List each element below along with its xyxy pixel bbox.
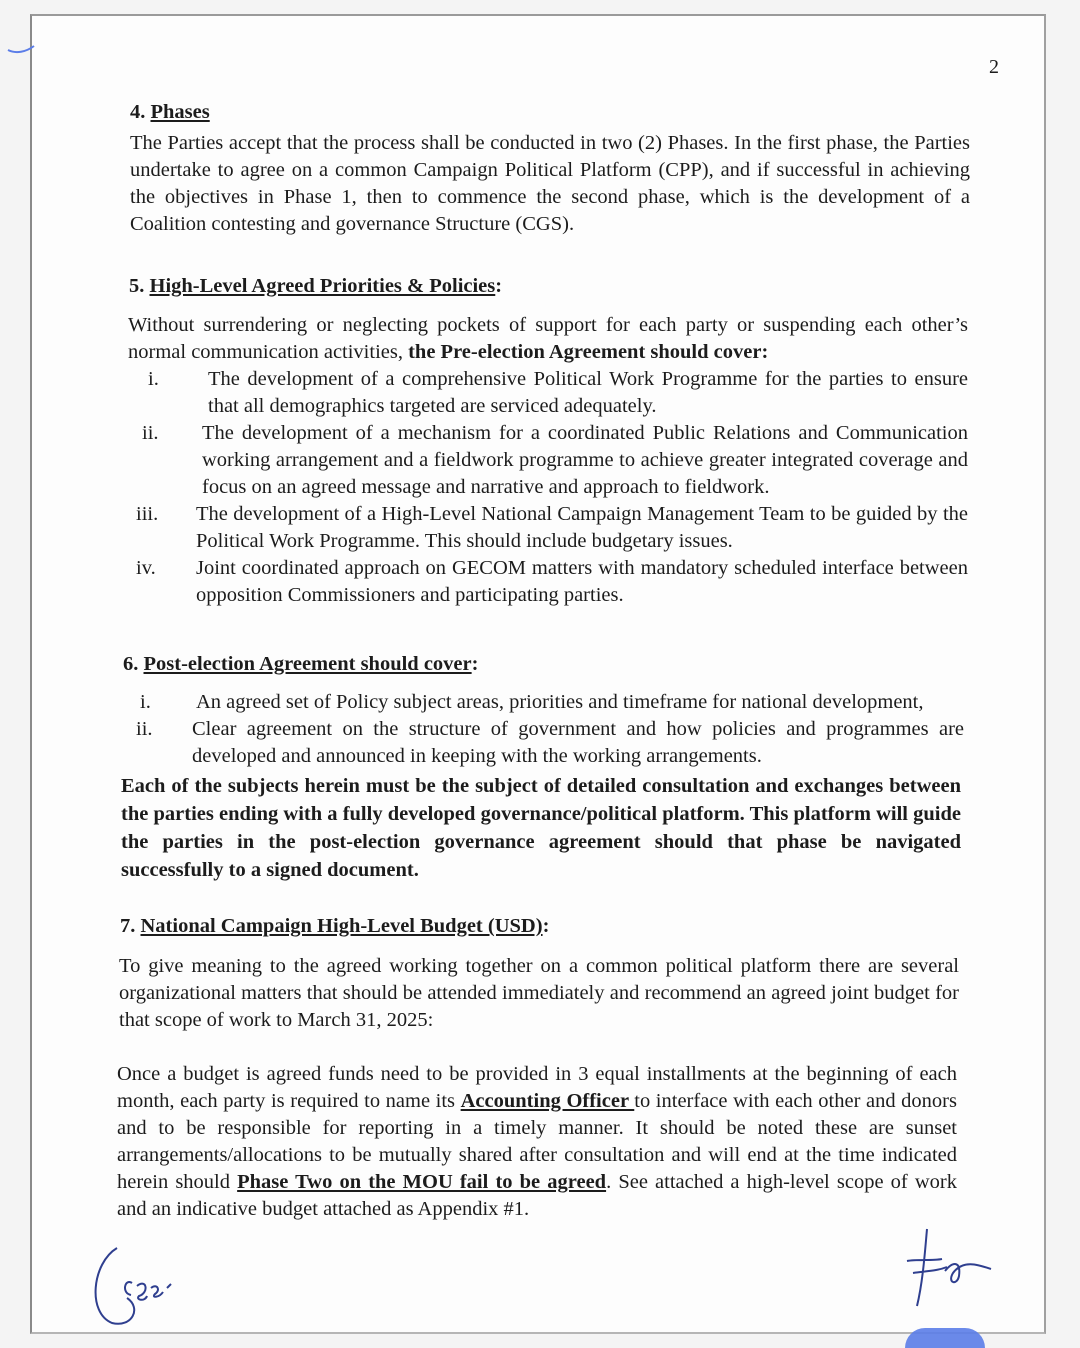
section-6-heading: 6. Post-election Agreement should cover:: [123, 653, 479, 675]
list-item: ii. The development of a mechanism for a coordinated Public Relations and Communication working arrangement and a fieldwork programme to achieve greater integrated coverage and focus on an agreed message and narrative and approach to fieldwork.: [142, 422, 968, 498]
section-5-list: [132, 366, 968, 609]
section-6-closing: Each of the subjects herein must be the subject of detailed consultation and exchanges between the parties ending with a fully developed governance/political platform. This platform will guide the parties in the post-election governance agreement should that phase be navigated successfully to a signed document.: [121, 775, 961, 881]
floating-tab: [905, 1328, 985, 1348]
left-signature: [87, 1238, 207, 1328]
right-signature: [887, 1221, 1007, 1311]
section-6-list: [130, 689, 964, 770]
section-4-heading: 4. Phases: [130, 101, 210, 123]
list-item: iii. The development of a High-Level National Campaign Management Team to be guided by the Political Work Programme. This should include budgetary issues.: [136, 503, 968, 552]
section-7-heading: 7. National Campaign High-Level Budget (USD):: [120, 915, 550, 937]
section-7-paragraph-1: To give meaning to the agreed working together on a common political platform there are several organizational matters that should be attended immediately and recommend an agreed joint budget for that scope of work to March 31, 2025:: [119, 955, 959, 1031]
section-5-intro: Without surrendering or neglecting pockets of support for each party or suspending each other’s normal communication activities, the Pre-election Agreement should cover:: [128, 314, 968, 363]
list-item: i. The development of a comprehensive Political Work Programme for the parties to ensure that all demographics targeted are serviced adequately.: [148, 368, 968, 417]
pen-mark: [0, 40, 40, 60]
section-7-paragraph-2: Once a budget is agreed funds need to be provided in 3 equal installments at the beginning of each month, each party is required to name its Accounting Officer to interface with each other and donors and to be responsible for reporting in a timely manner. It should be noted these are sunset arrangements/allocations to be mutually shared after consultation and will end at the time indicated herein should Phase Two on the MOU fail to be agreed. See attached a high-level scope of work and an indicative budget attached as Appendix #1.: [117, 1063, 957, 1220]
list-item: ii. Clear agreement on the structure of government and how policies and programmes are developed and announced in keeping with the working arrangements.: [136, 718, 964, 767]
document-page: [30, 14, 1046, 1334]
page-number: 2: [989, 56, 999, 78]
section-4-body: The Parties accept that the process shall be conducted in two (2) Phases. In the first phase, the Parties undertake to agree on a common Campaign Political Platform (CPP), and if successful in achieving the objectives in Phase 1, then to commence the second phase, which is the development of a Coalition contesting and governance Structure (CGS).: [130, 132, 970, 235]
list-item: iv. Joint coordinated approach on GECOM matters with mandatory scheduled interface between opposition Commissioners and participating parties.: [136, 557, 968, 606]
section-5-heading: 5. High-Level Agreed Priorities & Policies:: [129, 275, 503, 297]
list-item: i. An agreed set of Policy subject areas, priorities and timeframe for national development,: [140, 691, 924, 713]
